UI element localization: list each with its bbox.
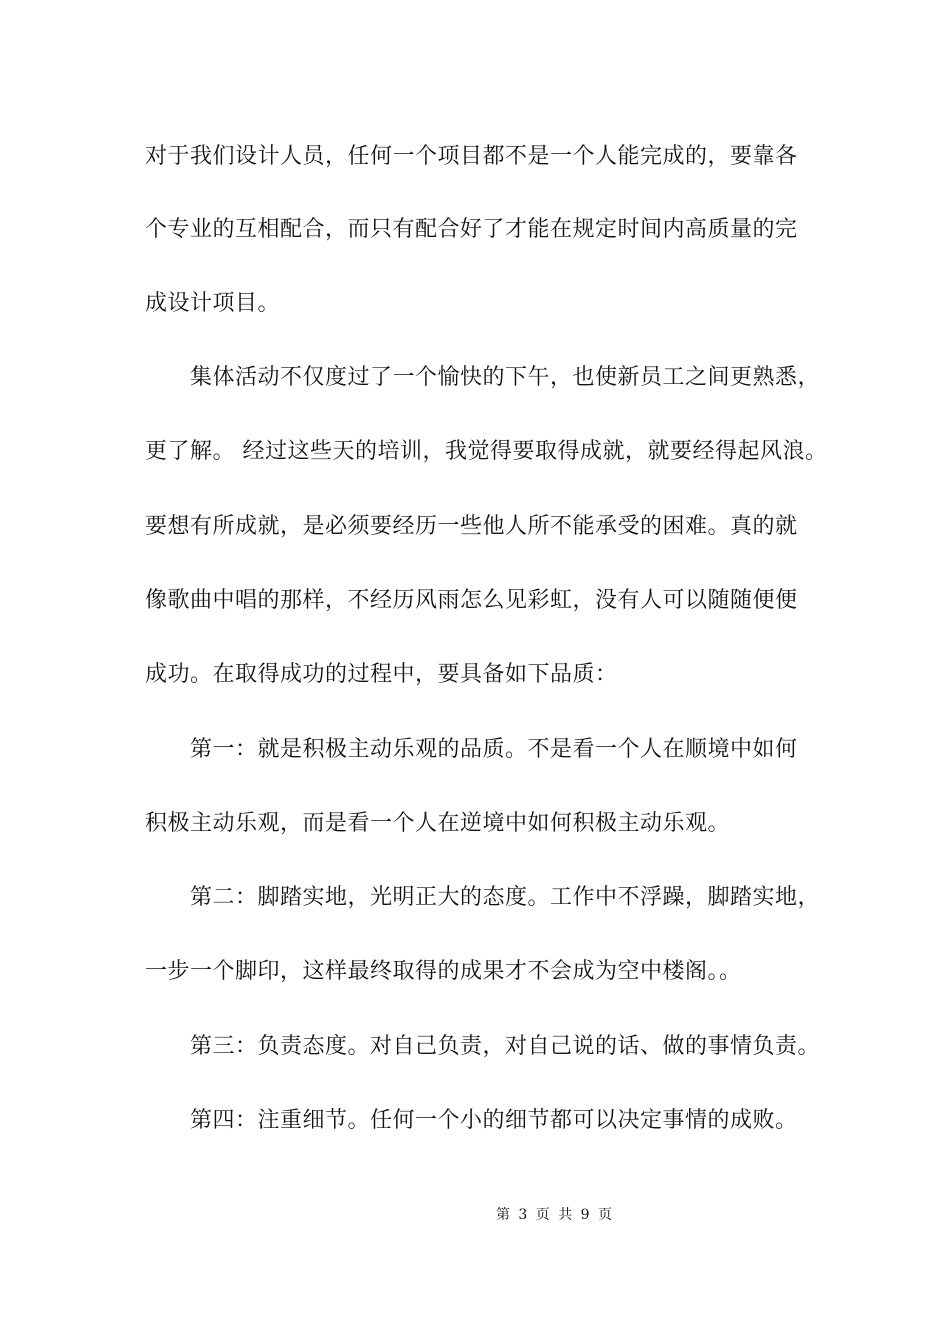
text-line-6: 要想有所成就，是必须要经历一些他人所不能承受的困难。真的就 bbox=[145, 514, 798, 539]
text-line-13: 第三：负责态度。对自己负责，对自己说的话、做的事情负责。 bbox=[190, 1034, 821, 1059]
text-line-8: 成功。在取得成功的过程中，要具备如下品质： bbox=[145, 662, 618, 687]
text-line-7: 像歌曲中唱的那样，不经历风雨怎么见彩虹，没有人可以随随便便 bbox=[145, 588, 798, 613]
text-line-1: 对于我们设计人员，任何一个项目都不是一个人能完成的，要靠各 bbox=[145, 144, 798, 169]
text-line-12: 一步一个脚印，这样最终取得的成果才不会成为空中楼阁。。 bbox=[145, 959, 742, 984]
text-line-2: 个专业的互相配合，而只有配合好了才能在规定时间内高质量的完 bbox=[145, 217, 798, 242]
text-line-3: 成设计项目。 bbox=[145, 291, 281, 316]
text-line-5: 更了解。 经过这些天的培训，我觉得要取得成就，就要经得起风浪。 bbox=[145, 439, 828, 464]
text-line-10: 积极主动乐观，而是看一个人在逆境中如何积极主动乐观。 bbox=[145, 811, 731, 836]
text-line-4: 集体活动不仅度过了一个愉快的下午，也使新员工之间更熟悉， bbox=[190, 365, 821, 390]
text-line-9: 第一：就是积极主动乐观的品质。不是看一个人在顺境中如何 bbox=[190, 737, 798, 762]
page-number-footer: 第 3 页 共 9 页 bbox=[495, 1207, 615, 1223]
text-line-14: 第四：注重细节。任何一个小的细节都可以决定事情的成败。 bbox=[190, 1108, 798, 1133]
text-line-11: 第二：脚踏实地，光明正大的态度。工作中不浮躁，脚踏实地， bbox=[190, 885, 821, 910]
